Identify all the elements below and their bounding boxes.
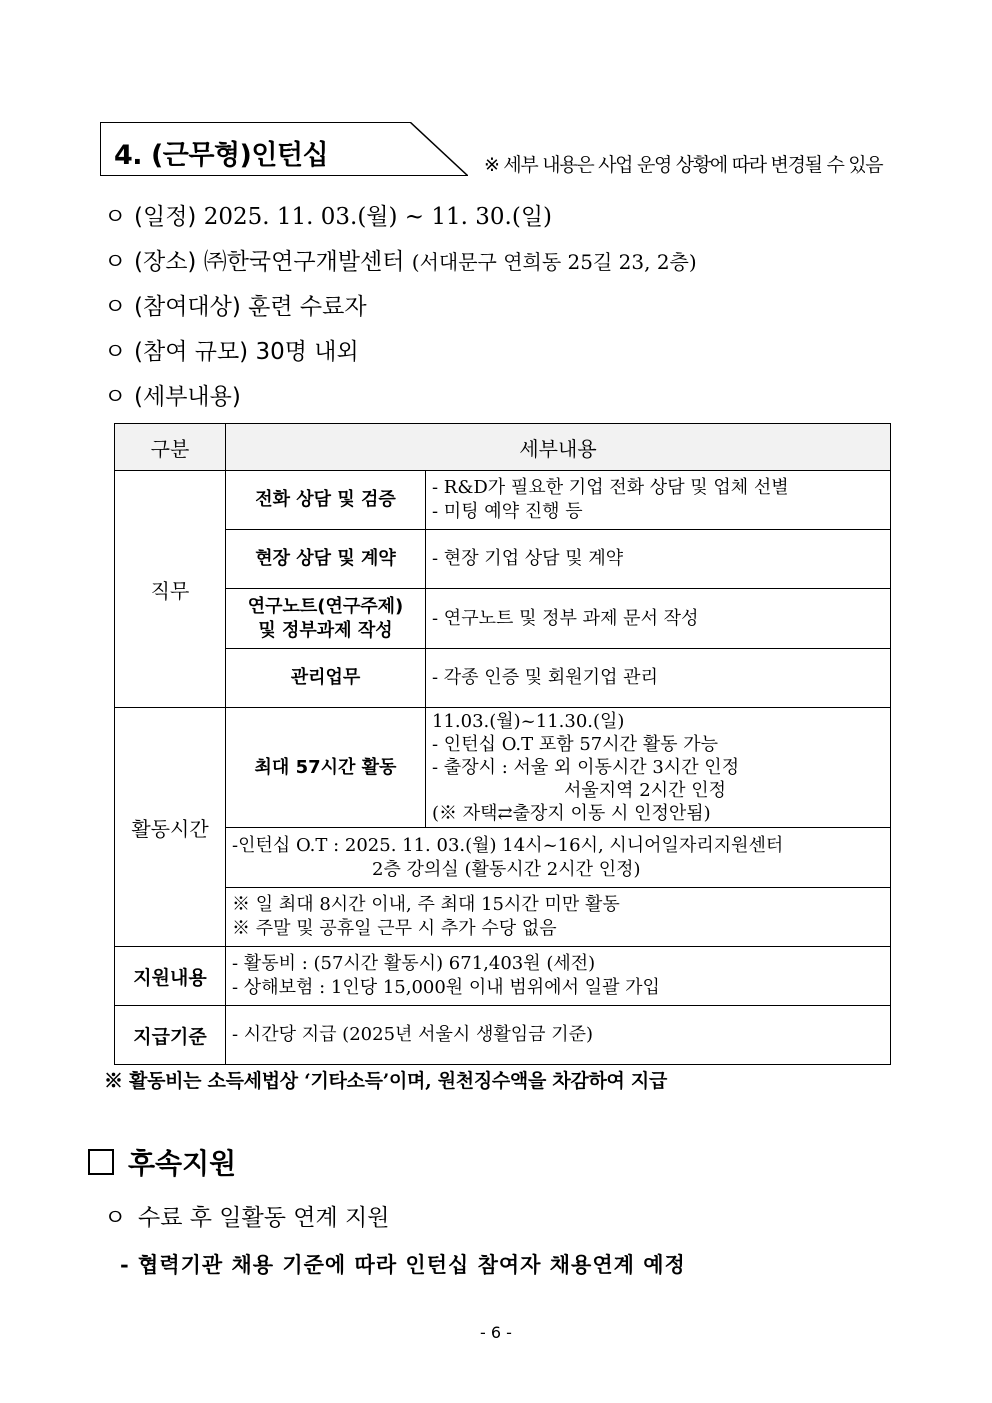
title-diagonal — [408, 122, 468, 176]
category-payment: 지급기준 — [115, 1006, 226, 1065]
checkbox-square-icon — [88, 1149, 114, 1175]
activity-sub: 최대 57시간 활동 — [226, 708, 426, 828]
activity-ot: -인턴십 O.T : 2025. 11. 03.(월) 14시~16시, 시니어일자리지원센터 2층 강의실 (활동시간 2시간 인정) — [226, 828, 891, 888]
bullet-scale: ㅇ (참여 규모) 30명 내외 — [104, 339, 359, 365]
duty-sub: 연구노트(연구주제) 및 정부과제 작성 — [226, 589, 426, 649]
page-number: - 6 - — [480, 1323, 512, 1342]
duty-sub: 전화 상담 및 검증 — [226, 471, 426, 530]
duty-sub: 현장 상담 및 계약 — [226, 530, 426, 589]
table-row — [115, 471, 891, 530]
table-row — [115, 589, 891, 649]
followup-detail: - 협력기관 채용 기준에 따라 인턴십 참여자 채용연계 예정 — [120, 1252, 686, 1277]
duty-detail: - 연구노트 및 정부 과제 문서 작성 — [426, 589, 891, 649]
table-row — [115, 888, 891, 947]
footnote: ※ 활동비는 소득세법상 ‘기타소득’이며, 원천징수액을 차감하여 지급 — [104, 1070, 667, 1092]
table-header-row — [115, 424, 891, 471]
table-row — [115, 947, 891, 1006]
support-detail: - 활동비 : (57시간 활동시) 671,403원 (세전) - 상해보험 : 1인당 15,000원 이내 범위에서 일괄 가입 — [226, 947, 891, 1006]
category-support: 지원내용 — [115, 947, 226, 1006]
duty-detail: - 현장 기업 상담 및 계약 — [426, 530, 891, 589]
details-table — [114, 423, 891, 1065]
followup-heading: 후속지원 — [88, 1142, 236, 1182]
table-row — [115, 708, 891, 828]
category-activity: 활동시간 — [115, 708, 226, 947]
activity-notes: ※ 일 최대 8시간 이내, 주 최대 15시간 미만 활동 ※ 주말 및 공휴일 근무 시 추가 수당 없음 — [226, 888, 891, 947]
category-duty: 직무 — [115, 471, 226, 708]
table-row — [115, 828, 891, 888]
bullet-target: ㅇ (참여대상) 훈련 수료자 — [104, 294, 367, 320]
duty-sub: 관리업무 — [226, 649, 426, 708]
section-note: ※ 세부 내용은 사업 운영 상황에 따라 변경될 수 있음 — [484, 154, 883, 176]
duty-detail: - 각종 인증 및 회원기업 관리 — [426, 649, 891, 708]
duty-detail: - R&D가 필요한 기업 전화 상담 및 업체 선별 - 미팅 예약 진행 등 — [426, 471, 891, 530]
bullet-schedule: ㅇ (일정) 2025. 11. 03.(월) ~ 11. 30.(일) — [104, 204, 553, 230]
table-row — [115, 649, 891, 708]
bullet-place: ㅇ (장소) ㈜한국연구개발센터 (서대문구 연희동 25길 23, 2층) — [104, 249, 697, 275]
table-row — [115, 530, 891, 589]
payment-detail: - 시간당 지급 (2025년 서울시 생활임금 기준) — [226, 1006, 891, 1065]
section-title: 4. (근무형)인턴십 — [114, 140, 329, 171]
activity-detail: 11.03.(월)~11.30.(일) - 인턴십 O.T 포함 57시간 활동 가능 - 출장시 : 서울 외 이동시간 3시간 인정 서울지역 2시간 인정 (※ 자택⇄출장지 이동 시 인정안됨) — [426, 708, 891, 828]
header-detail: 세부내용 — [226, 424, 891, 471]
bullet-details: ㅇ (세부내용) — [104, 384, 241, 410]
table-row — [115, 1006, 891, 1065]
followup-bullet: ㅇ 수료 후 일활동 연계 지원 — [104, 1205, 390, 1231]
header-category: 구분 — [115, 424, 226, 471]
